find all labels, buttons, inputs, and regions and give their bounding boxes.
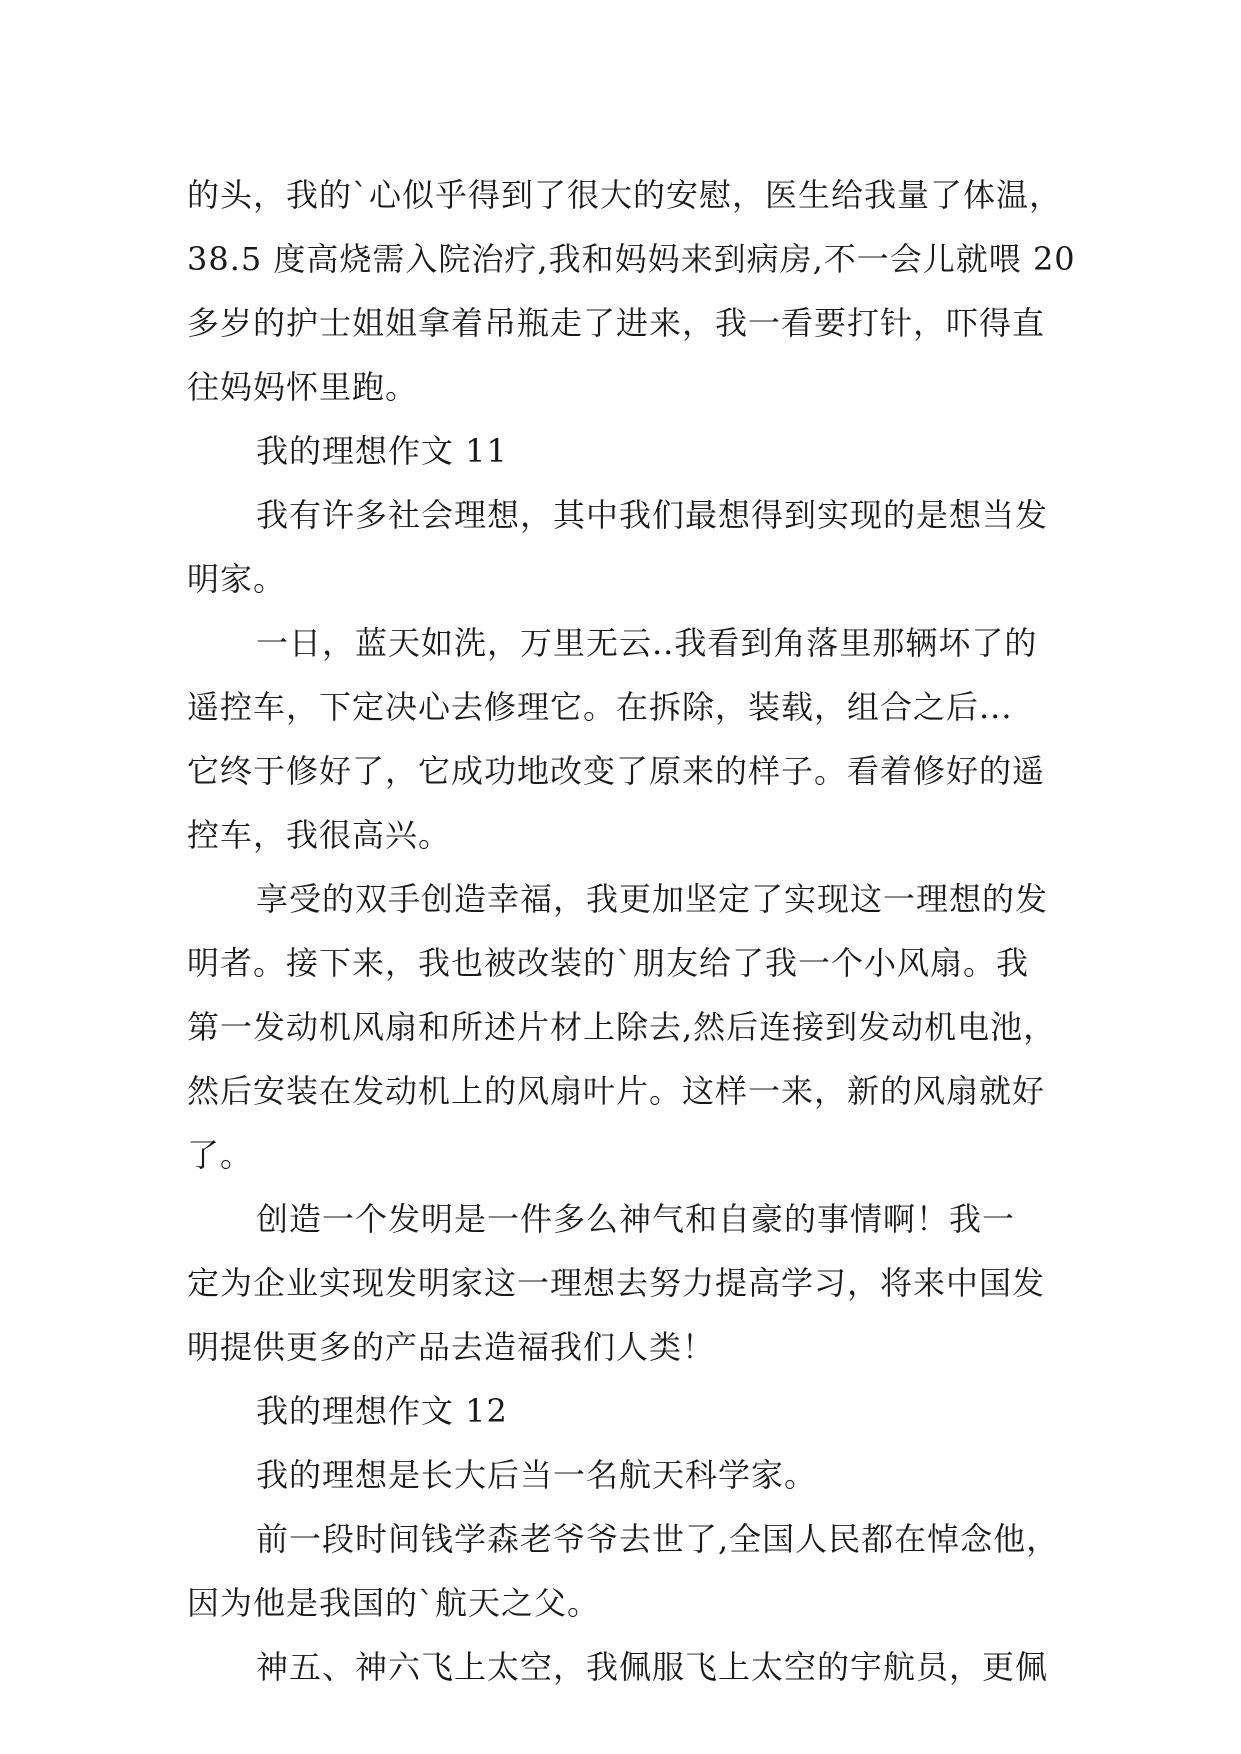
text-line: 一日，蓝天如洗，万里无云..我看到角落里那辆坏了的 xyxy=(256,624,1038,662)
text-line: 我的理想是长大后当一名航天科学家。 xyxy=(256,1456,818,1494)
text-line: 遥控车，下定决心去修理它。在拆除，装载，组合之后... xyxy=(187,688,1013,726)
text-line: 明提供更多的产品去造福我们人类！ xyxy=(187,1328,716,1366)
text-line: 定为企业实现发明家这一理想去努力提高学习，将来中国发 xyxy=(187,1264,1046,1302)
section-heading: 我的理想作文 12 xyxy=(256,1392,508,1430)
section-heading: 我的理想作文 11 xyxy=(256,432,508,470)
text-line: 38.5 度高烧需入院治疗,我和妈妈来到病房,不一会儿就喂 20 xyxy=(187,240,1076,278)
text-line: 前一段时间钱学森老爷爷去世了,全国人民都在悼念他， xyxy=(256,1520,1060,1558)
text-line: 明者。接下来，我也被改装的`朋友给了我一个小风扇。我 xyxy=(187,944,1030,982)
text-line: 第一发动机风扇和所述片材上除去,然后连接到发动机电池， xyxy=(187,1008,1057,1046)
text-line: 明家。 xyxy=(187,560,287,598)
text-line: 它终于修好了，它成功地改变了原来的样子。看着修好的遥 xyxy=(187,752,1046,790)
text-line: 的头，我的`心似乎得到了很大的安慰，医生给我量了体温， xyxy=(187,176,1063,214)
text-line: 了。 xyxy=(187,1136,254,1174)
text-line: 创造一个发明是一件多么神气和自豪的事情啊！我一 xyxy=(256,1200,1016,1238)
text-line: 我有许多社会理想，其中我们最想得到实现的是想当发 xyxy=(256,496,1049,534)
text-line: 多岁的护士姐姐拿着吊瓶走了进来，我一看要打针，吓得直 xyxy=(187,304,1046,342)
text-line: 往妈妈怀里跑。 xyxy=(187,368,419,406)
text-line: 然后安装在发动机上的风扇叶片。这样一来，新的风扇就好 xyxy=(187,1072,1046,1110)
text-line: 控车，我很高兴。 xyxy=(187,816,452,854)
text-line: 因为他是我国的`航天之父。 xyxy=(187,1584,601,1622)
text-line: 神五、神六飞上太空，我佩服飞上太空的宇航员，更佩 xyxy=(256,1648,1049,1686)
document-page xyxy=(187,163,1076,1699)
text-line: 享受的双手创造幸福，我更加坚定了实现这一理想的发 xyxy=(256,880,1049,918)
